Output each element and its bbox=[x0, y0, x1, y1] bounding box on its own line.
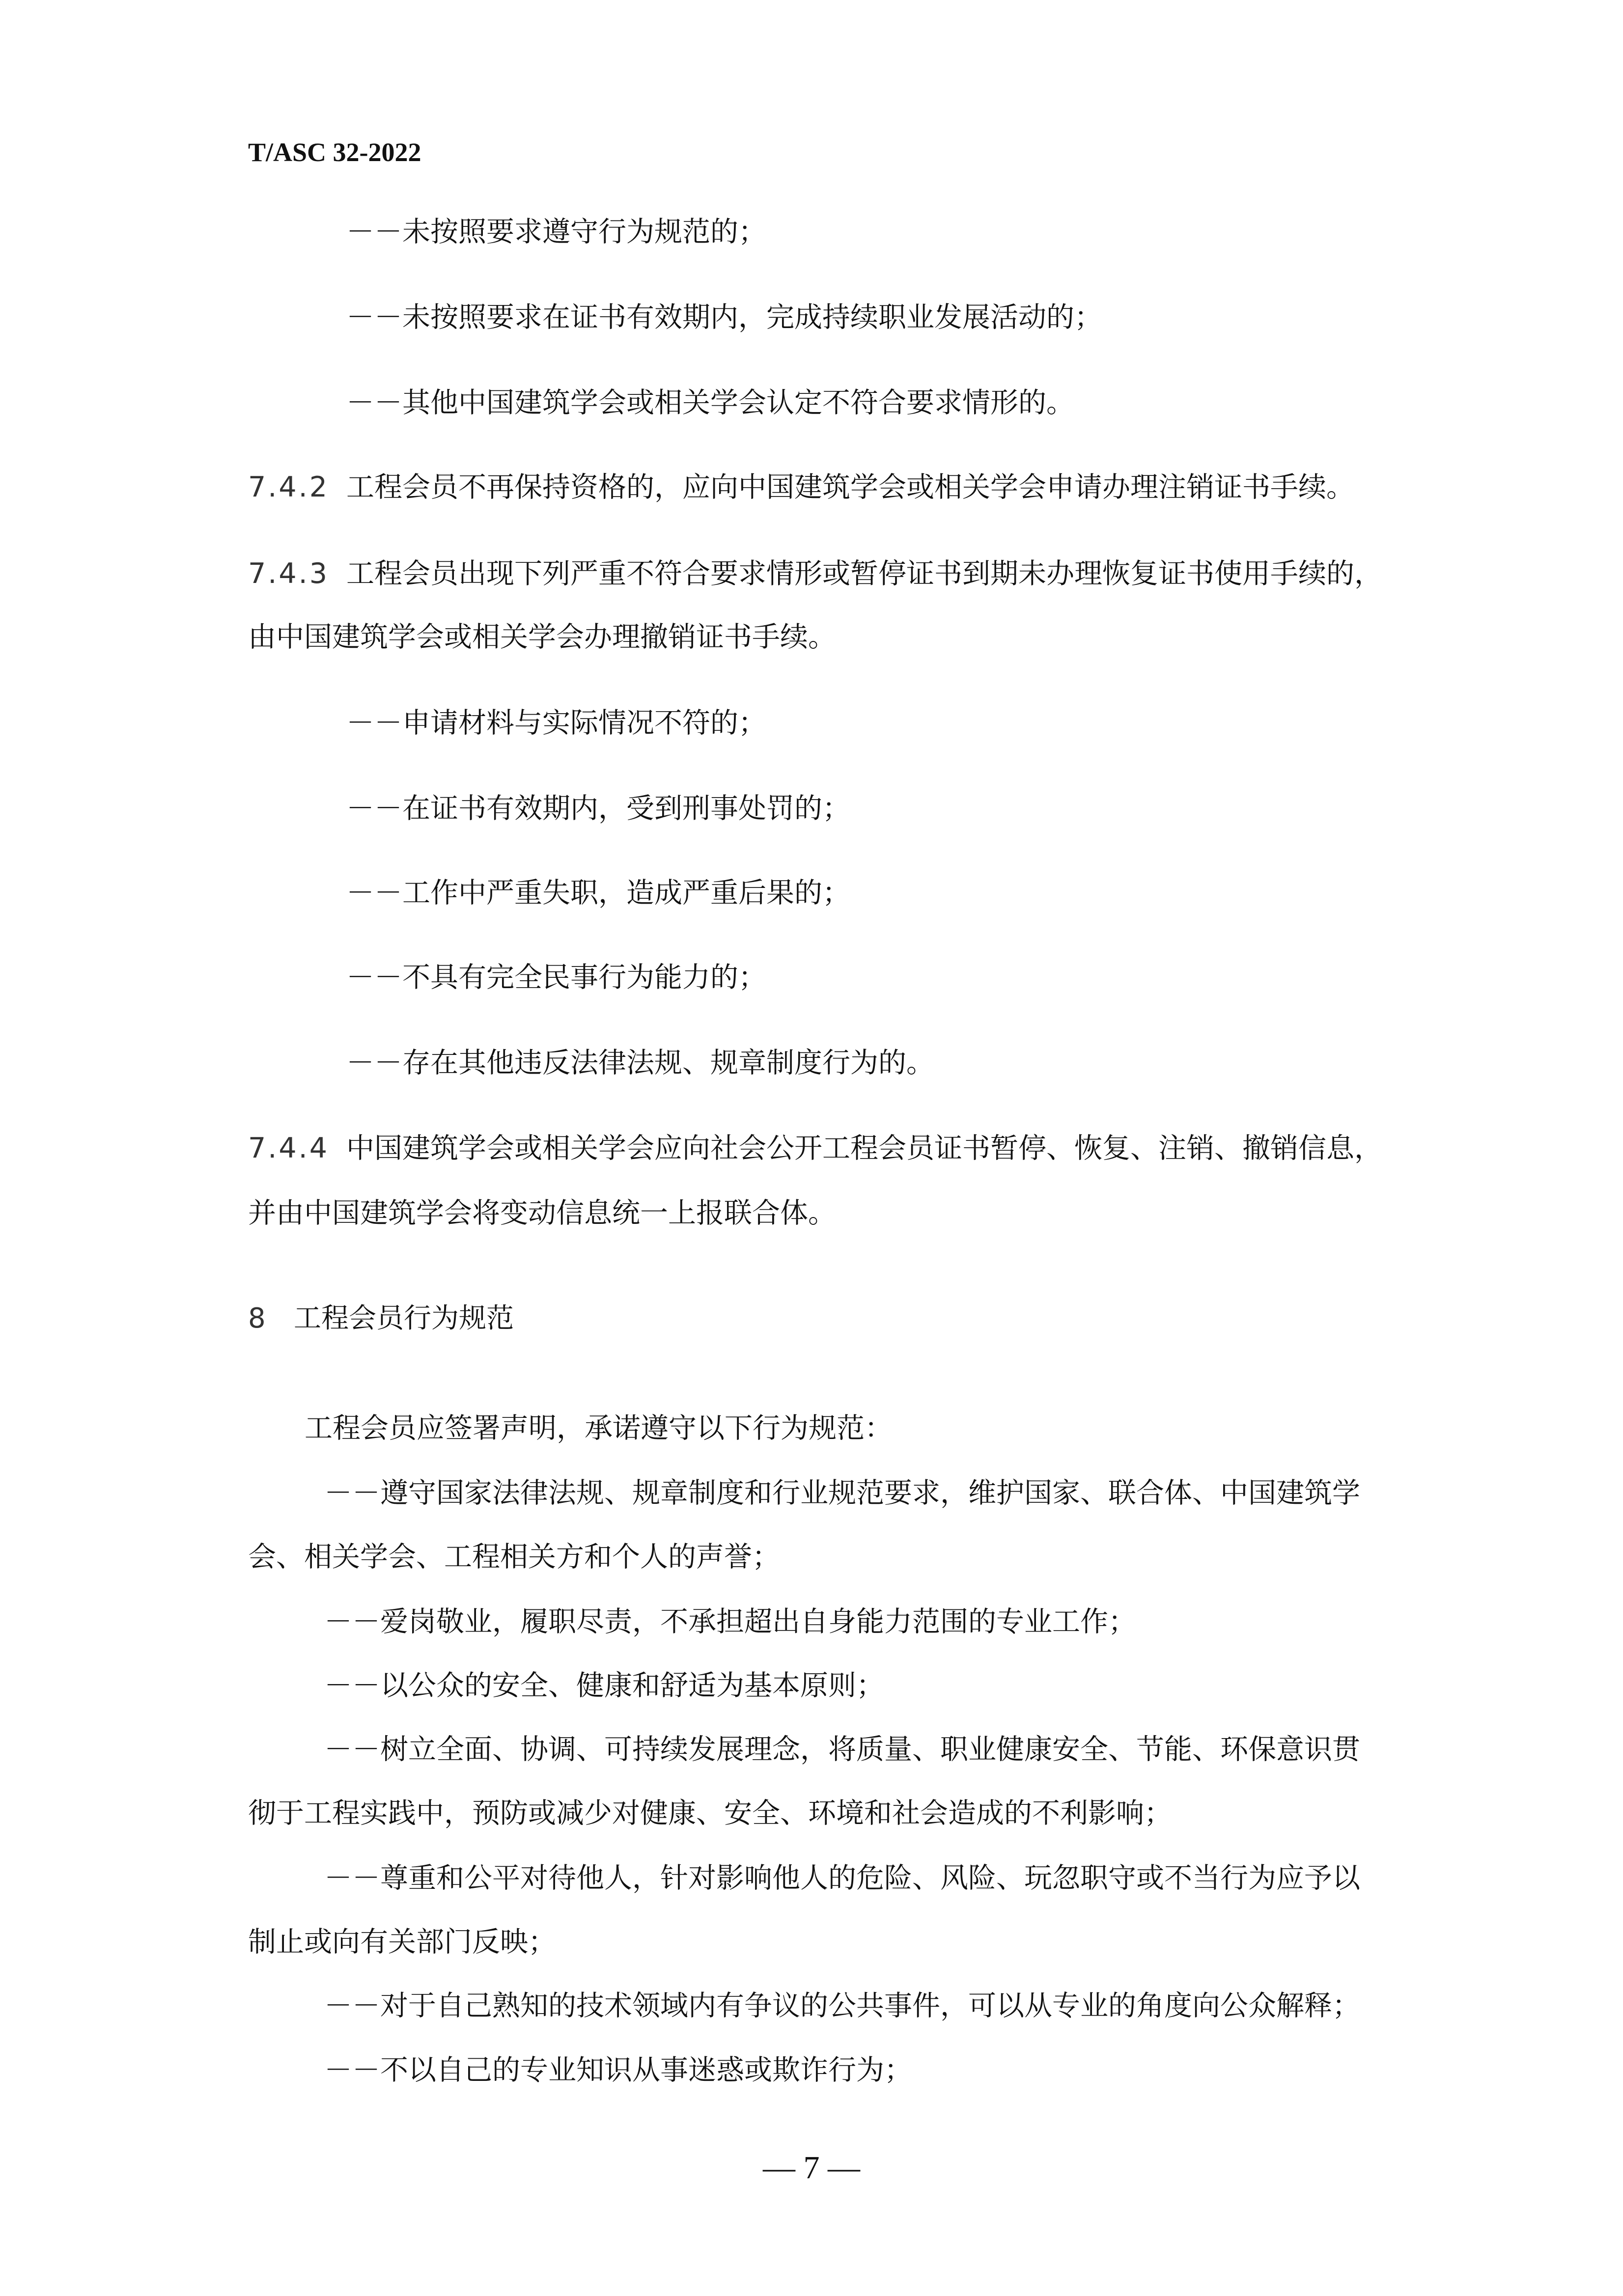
clause-text-continued: 由中国建筑学会或相关学会办理撤销证书手续。 bbox=[248, 621, 836, 653]
list-item-continued: 彻于工程实践中，预防或减少对健康、安全、环境和社会造成的不利影响； bbox=[248, 1797, 1172, 1829]
section-title: 工程会员行为规范 bbox=[294, 1302, 514, 1334]
list-item: －－申请材料与实际情况不符的； bbox=[346, 707, 766, 739]
list-item: －－尊重和公平对待他人，针对影响他人的危险、风险、玩忽职守或不当行为应予以 bbox=[324, 1862, 1360, 1894]
list-item: －－爱岗敬业，履职尽责，不承担超出自身能力范围的专业工作； bbox=[324, 1605, 1136, 1638]
clause-text: 工程会员出现下列严重不符合要求情形或暂停证书到期未办理恢复证书使用手续的， bbox=[346, 557, 1382, 590]
section-intro: 工程会员应签署声明，承诺遵守以下行为规范： bbox=[305, 1412, 893, 1444]
list-item: －－工作中严重失职，造成严重后果的； bbox=[346, 877, 850, 909]
page-number: — 7 — bbox=[763, 2150, 860, 2185]
list-item: －－遵守国家法律法规、规章制度和行业规范要求，维护国家、联合体、中国建筑学 bbox=[324, 1477, 1360, 1509]
list-item-continued: 会、相关学会、工程相关方和个人的声誉； bbox=[248, 1541, 780, 1573]
list-item: －－不具有完全民事行为能力的； bbox=[346, 961, 766, 994]
list-item: －－对于自己熟知的技术领域内有争议的公共事件，可以从专业的角度向公众解释； bbox=[324, 1990, 1360, 2022]
document-code-header: T/ASC 32-2022 bbox=[248, 138, 421, 167]
list-item: －－树立全面、协调、可持续发展理念，将质量、职业健康安全、节能、环保意识贯 bbox=[324, 1733, 1360, 1766]
clause-number: 7.4.3 bbox=[248, 557, 330, 590]
section-number: 8 bbox=[248, 1302, 268, 1334]
clause-text-continued: 并由中国建筑学会将变动信息统一上报联合体。 bbox=[248, 1197, 836, 1229]
clause-text: 工程会员不再保持资格的，应向中国建筑学会或相关学会申请办理注销证书手续。 bbox=[346, 471, 1354, 503]
list-item-continued: 制止或向有关部门反映； bbox=[248, 1926, 556, 1958]
list-item: －－其他中国建筑学会或相关学会认定不符合要求情形的。 bbox=[346, 387, 1074, 419]
clause-number: 7.4.4 bbox=[248, 1132, 330, 1164]
clause-number: 7.4.2 bbox=[248, 471, 330, 503]
list-item: －－在证书有效期内，受到刑事处罚的； bbox=[346, 792, 850, 825]
list-item: －－以公众的安全、健康和舒适为基本原则； bbox=[324, 1669, 884, 1702]
clause-text: 中国建筑学会或相关学会应向社会公开工程会员证书暂停、恢复、注销、撤销信息， bbox=[346, 1132, 1382, 1164]
list-item: －－不以自己的专业知识从事迷惑或欺诈行为； bbox=[324, 2054, 912, 2086]
list-item: －－未按照要求在证书有效期内，完成持续职业发展活动的； bbox=[346, 301, 1102, 333]
list-item: －－存在其他违反法律法规、规章制度行为的。 bbox=[346, 1047, 934, 1079]
list-item: －－未按照要求遵守行为规范的； bbox=[346, 216, 766, 248]
